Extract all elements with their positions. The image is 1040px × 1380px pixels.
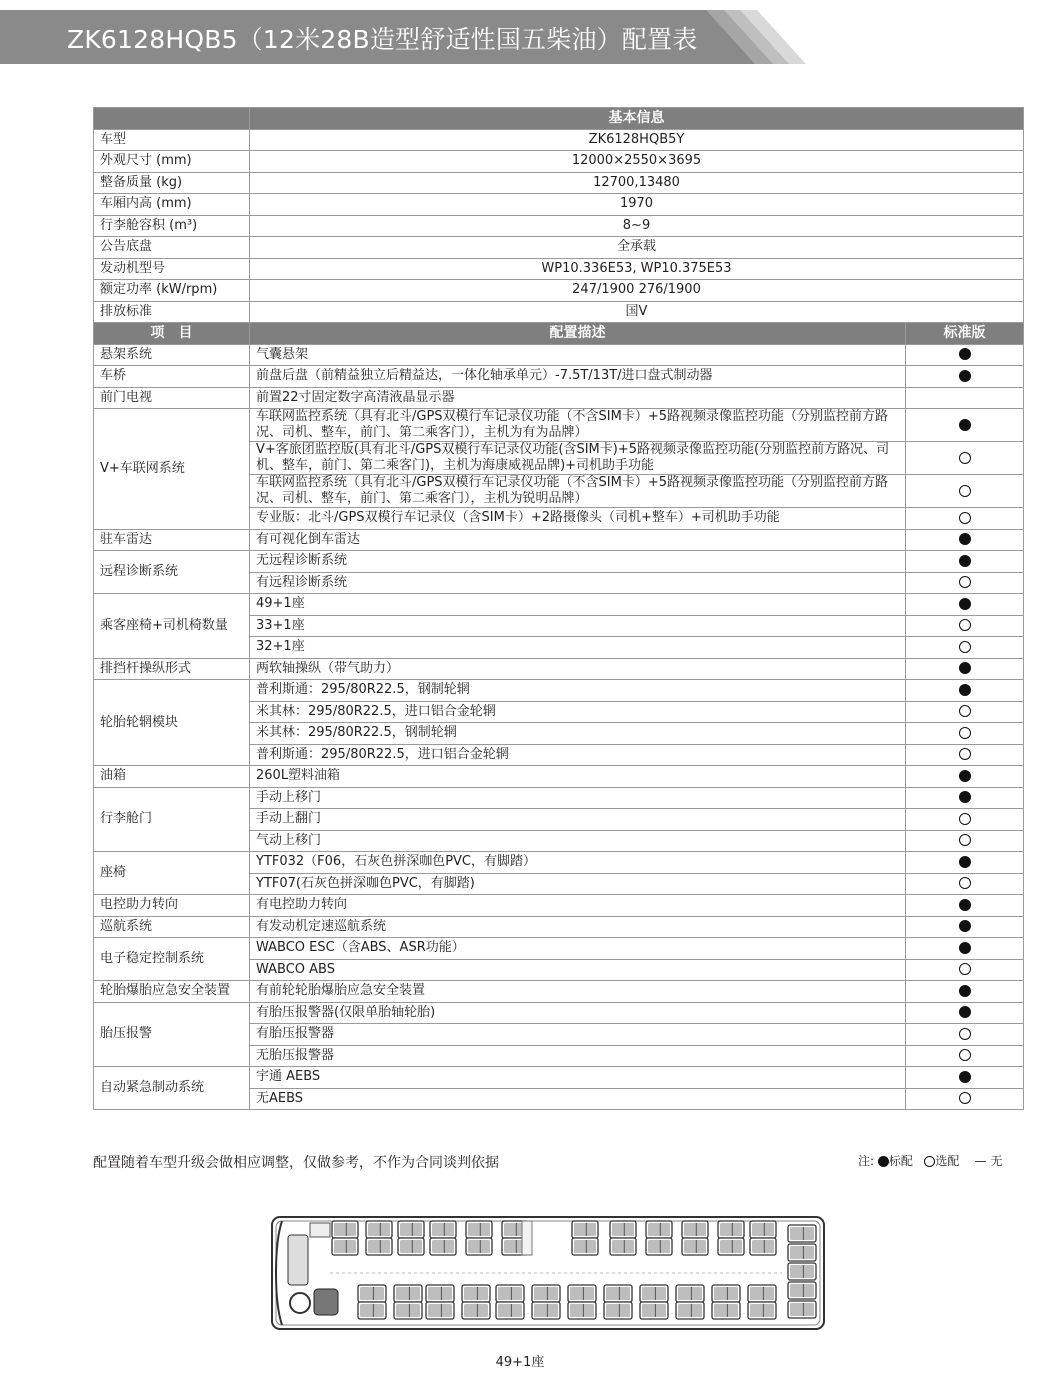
- optional-circle-icon: [959, 512, 971, 524]
- passenger-seat-cushion: [720, 1240, 742, 1253]
- config-item-label: 行李舱门: [94, 787, 250, 852]
- basic-info-row: [94, 301, 1024, 323]
- standard-dot-icon: [959, 533, 971, 545]
- basic-info-header-row: [94, 108, 1024, 130]
- passenger-seat-cushion: [720, 1223, 742, 1236]
- config-row: [94, 981, 1024, 1003]
- page-title: ZK6128HQB5（12米28B造型舒适性国五柴油）配置表: [67, 25, 698, 54]
- standard-dot-icon: [959, 598, 971, 610]
- passenger-seat-cushion: [648, 1240, 670, 1253]
- basic-info-row: [94, 172, 1024, 194]
- basic-info-title: 基本信息: [250, 108, 1024, 130]
- config-option-desc: 手动上翻门: [250, 809, 906, 831]
- config-item-label: 驻车雷达: [94, 529, 250, 551]
- config-option-desc: 两软轴操纵（带气助力）: [250, 658, 906, 680]
- config-mark-cell: [906, 787, 1024, 809]
- config-item-label: 巡航系统: [94, 916, 250, 938]
- config-option-desc: 普利斯通：295/80R22.5，钢制轮辋: [250, 680, 906, 702]
- steering-wheel-icon: [290, 1293, 310, 1313]
- optional-circle-icon: [959, 877, 971, 889]
- config-mark-cell: [906, 615, 1024, 637]
- config-mark-cell: [906, 701, 1024, 723]
- passenger-seat-cushion: [642, 1287, 666, 1300]
- basic-info-row: [94, 129, 1024, 151]
- config-mark-cell: [906, 442, 1024, 475]
- basic-info-row: [94, 215, 1024, 237]
- config-option-desc: YTF07(石灰色拼深咖色PVC，有脚踏): [250, 873, 906, 895]
- config-row: [94, 852, 1024, 874]
- passenger-seat-cushion: [498, 1287, 522, 1300]
- passenger-seat-cushion: [534, 1304, 558, 1317]
- passenger-seat-cushion: [612, 1240, 634, 1253]
- config-mark-cell: [906, 658, 1024, 680]
- config-row: [94, 895, 1024, 917]
- config-mark-cell: [906, 680, 1024, 702]
- passenger-seat-cushion: [684, 1240, 706, 1253]
- optional-circle-icon: [959, 1049, 971, 1061]
- config-mark-cell: [906, 344, 1024, 366]
- config-mark-cell: [906, 594, 1024, 616]
- config-mark-cell: [906, 387, 1024, 409]
- passenger-seat-cushion: [334, 1223, 356, 1236]
- config-table: [93, 107, 1024, 1110]
- passenger-seat-cushion: [428, 1287, 452, 1300]
- standard-dot-icon: [959, 942, 971, 954]
- config-option-desc: 前置22寸固定数字高清液晶显示器: [250, 387, 906, 409]
- config-item-label: 前门电视: [94, 387, 250, 409]
- config-item-label: 座椅: [94, 852, 250, 895]
- config-option-desc: 有发动机定速巡航系统: [250, 916, 906, 938]
- config-item-label: 胎压报警: [94, 1002, 250, 1067]
- optional-circle-icon: [959, 485, 971, 497]
- passenger-seat-cushion: [534, 1287, 558, 1300]
- config-row: [94, 1002, 1024, 1024]
- config-option-desc: 车联网监控系统（具有北斗/GPS双模行车记录仪功能（不含SIM卡）+5路视频录像监控功能（分别监控前方路况、司机、整车，前门、第二乘客门），主机为锐明品牌）: [250, 475, 906, 508]
- passenger-seat-cushion: [428, 1304, 452, 1317]
- config-item-label: 悬架系统: [94, 344, 250, 366]
- config-option-desc: 米其林：295/80R22.5，钢制轮辋: [250, 723, 906, 745]
- standard-dot-icon: [959, 370, 971, 382]
- passenger-seat-cushion: [684, 1223, 706, 1236]
- passenger-seat-cushion: [464, 1287, 488, 1300]
- passenger-seat-cushion: [678, 1304, 702, 1317]
- basic-info-value: 8~9: [250, 215, 1024, 237]
- passenger-seat-cushion: [790, 1284, 814, 1297]
- passenger-seat-cushion: [714, 1304, 738, 1317]
- basic-info-label: 额定功率 (kW/rpm): [94, 280, 250, 302]
- config-option-desc: YTF032（F06，石灰色拼深咖色PVC，有脚踏）: [250, 852, 906, 874]
- config-option-desc: 有远程诊断系统: [250, 572, 906, 594]
- passenger-seat-cushion: [790, 1246, 814, 1259]
- config-mark-cell: [906, 809, 1024, 831]
- config-option-desc: 气动上移门: [250, 830, 906, 852]
- basic-info-row: [94, 258, 1024, 280]
- config-mark-cell: [906, 895, 1024, 917]
- passenger-seat-cushion: [432, 1223, 454, 1236]
- basic-info-row: [94, 280, 1024, 302]
- disclaimer-note: 配置随着车型升级会做相应调整，仅做参考，不作为合同谈判依据: [93, 1155, 499, 1171]
- config-mark-cell: [906, 830, 1024, 852]
- config-row: [94, 766, 1024, 788]
- passenger-seat-cushion: [432, 1240, 454, 1253]
- passenger-seat-cushion: [790, 1265, 814, 1278]
- config-mark-cell: [906, 938, 1024, 960]
- passenger-seat-cushion: [574, 1240, 596, 1253]
- config-mark-cell: [906, 508, 1024, 530]
- config-row: [94, 916, 1024, 938]
- basic-info-label: 公告底盘: [94, 237, 250, 259]
- standard-dot-icon: [959, 662, 971, 674]
- config-row: [94, 409, 1024, 442]
- legend: [858, 1152, 1002, 1169]
- front-door: [310, 1223, 330, 1237]
- config-option-desc: 手动上移门: [250, 787, 906, 809]
- config-row: [94, 658, 1024, 680]
- basic-info-value: 247/1900 276/1900: [250, 280, 1024, 302]
- config-mark-cell: [906, 572, 1024, 594]
- config-option-desc: WABCO ABS: [250, 959, 906, 981]
- config-option-desc: 有电控助力转向: [250, 895, 906, 917]
- config-item-label: 轮胎轮辋模块: [94, 680, 250, 766]
- passenger-seat-cushion: [714, 1287, 738, 1300]
- basic-info-label: 行李舱容积 (m³): [94, 215, 250, 237]
- config-mark-cell: [906, 723, 1024, 745]
- passenger-seat-cushion: [642, 1304, 666, 1317]
- config-row: [94, 787, 1024, 809]
- config-option-desc: 49+1座: [250, 594, 906, 616]
- config-option-desc: 32+1座: [250, 637, 906, 659]
- basic-info-value: ZK6128HQB5Y: [250, 129, 1024, 151]
- passenger-seat-cushion: [612, 1223, 634, 1236]
- config-option-desc: 260L塑料油箱: [250, 766, 906, 788]
- standard-dot-icon: [959, 684, 971, 696]
- basic-info-value: 国V: [250, 301, 1024, 323]
- passenger-seat-cushion: [400, 1223, 422, 1236]
- passenger-seat-cushion: [498, 1304, 522, 1317]
- config-option-desc: 有前轮轮胎爆胎应急安全装置: [250, 981, 906, 1003]
- config-item-label: 电子稳定控制系统: [94, 938, 250, 981]
- config-option-desc: 有胎压报警器: [250, 1024, 906, 1046]
- config-mark-cell: [906, 852, 1024, 874]
- config-item-label: V+车联网系统: [94, 409, 250, 530]
- config-option-desc: 无AEBS: [250, 1088, 906, 1110]
- config-option-desc: 无胎压报警器: [250, 1045, 906, 1067]
- standard-dot-icon: [959, 899, 971, 911]
- config-mark-cell: [906, 1002, 1024, 1024]
- config-row: [94, 529, 1024, 551]
- config-item-label: 排挡杆操纵形式: [94, 658, 250, 680]
- passenger-seat-cushion: [368, 1223, 390, 1236]
- config-item-label: 自动紧急制动系统: [94, 1067, 250, 1110]
- basic-info-value: 12000×2550×3695: [250, 151, 1024, 173]
- passenger-seat-cushion: [606, 1287, 630, 1300]
- optional-circle-icon: [959, 963, 971, 975]
- passenger-seat-cushion: [400, 1240, 422, 1253]
- passenger-seat-cushion: [790, 1227, 814, 1240]
- standard-dot-icon: [959, 856, 971, 868]
- optional-circle-icon: [959, 834, 971, 846]
- optional-circle-icon: [924, 1156, 935, 1167]
- config-option-desc: 有胎压报警器(仅限单胎轴轮胎): [250, 1002, 906, 1024]
- basic-info-label: 车厢内高 (mm): [94, 194, 250, 216]
- config-row: [94, 551, 1024, 573]
- config-item-label: 远程诊断系统: [94, 551, 250, 594]
- header-blank-cell: [94, 108, 250, 130]
- passenger-seat-cushion: [468, 1223, 490, 1236]
- config-mark-cell: [906, 981, 1024, 1003]
- config-mark-cell: [906, 637, 1024, 659]
- passenger-seat-cushion: [648, 1223, 670, 1236]
- passenger-seat-cushion: [396, 1287, 420, 1300]
- optional-circle-icon: [959, 727, 971, 739]
- config-row: [94, 366, 1024, 388]
- config-mark-cell: [906, 1088, 1024, 1110]
- optional-circle-icon: [959, 641, 971, 653]
- config-mark-cell: [906, 1024, 1024, 1046]
- standard-dot-icon: [959, 1006, 971, 1018]
- basic-info-row: [94, 237, 1024, 259]
- config-row: [94, 938, 1024, 960]
- legend-none: — 无: [974, 1154, 1003, 1168]
- standard-dot-icon: [959, 419, 971, 431]
- config-mark-cell: [906, 551, 1024, 573]
- seat-layout-caption: 49+1座: [495, 1355, 545, 1370]
- config-mark-cell: [906, 959, 1024, 981]
- passenger-seat-cushion: [606, 1304, 630, 1317]
- config-header-cell: 配置描述: [250, 323, 906, 345]
- passenger-seat-cushion: [570, 1287, 594, 1300]
- optional-circle-icon: [959, 1028, 971, 1040]
- passenger-seat-cushion: [750, 1304, 774, 1317]
- standard-dot-icon: [959, 1071, 971, 1083]
- basic-info-label: 外观尺寸 (mm): [94, 151, 250, 173]
- basic-info-value: 1970: [250, 194, 1024, 216]
- middle-door: [522, 1221, 532, 1255]
- standard-dot-icon: [959, 770, 971, 782]
- config-mark-cell: [906, 873, 1024, 895]
- config-option-desc: 米其林：295/80R22.5，进口铝合金轮辋: [250, 701, 906, 723]
- legend-standard: 标配: [888, 1154, 913, 1168]
- driver-seat: [314, 1289, 338, 1315]
- passenger-seat-cushion: [396, 1304, 420, 1317]
- standard-dot-icon: [959, 555, 971, 567]
- passenger-seat-cushion: [750, 1287, 774, 1300]
- config-mark-cell: [906, 766, 1024, 788]
- passenger-seat-cushion: [468, 1240, 490, 1253]
- config-option-desc: 宇通 AEBS: [250, 1067, 906, 1089]
- config-item-label: 油箱: [94, 766, 250, 788]
- config-item-label: 乘客座椅+司机椅数量: [94, 594, 250, 659]
- passenger-seat-cushion: [334, 1240, 356, 1253]
- basic-info-label: 整备质量 (kg): [94, 172, 250, 194]
- config-row: [94, 1067, 1024, 1089]
- title-banner: [0, 10, 806, 64]
- basic-info-value: 12700,13480: [250, 172, 1024, 194]
- standard-dot-icon: [959, 348, 971, 360]
- config-row: [94, 680, 1024, 702]
- passenger-seat-cushion: [752, 1223, 774, 1236]
- config-mark-cell: [906, 529, 1024, 551]
- optional-circle-icon: [959, 705, 971, 717]
- legend-optional: 选配: [935, 1154, 960, 1168]
- passenger-seat-cushion: [752, 1240, 774, 1253]
- config-option-desc: 车联网监控系统（具有北斗/GPS双模行车记录仪功能（不含SIM卡）+5路视频录像监控功能（分别监控前方路况、司机、整车，前门、第二乘客门），主机为有为品牌）: [250, 409, 906, 442]
- passenger-seat-cushion: [790, 1303, 814, 1316]
- config-option-desc: 33+1座: [250, 615, 906, 637]
- basic-info-row: [94, 194, 1024, 216]
- basic-info-value: WP10.336E53, WP10.375E53: [250, 258, 1024, 280]
- config-mark-cell: [906, 475, 1024, 508]
- dashboard: [288, 1235, 308, 1285]
- basic-info-value: 全承载: [250, 237, 1024, 259]
- passenger-seat-cushion: [360, 1287, 384, 1300]
- config-mark-cell: [906, 1067, 1024, 1089]
- passenger-seat-cushion: [464, 1304, 488, 1317]
- config-mark-cell: [906, 1045, 1024, 1067]
- optional-circle-icon: [959, 576, 971, 588]
- legend-prefix: 注:: [858, 1154, 875, 1168]
- config-mark-cell: [906, 744, 1024, 766]
- seat-layout-diagram: [270, 1215, 826, 1333]
- config-option-desc: 普利斯通：295/80R22.5，进口铝合金轮辋: [250, 744, 906, 766]
- optional-circle-icon: [959, 748, 971, 760]
- config-header-cell: 标准版: [906, 323, 1024, 345]
- basic-info-label: 车型: [94, 129, 250, 151]
- config-option-desc: 前盘后盘（前精益独立后精益达，一体化轴承单元）-7.5T/13T/进口盘式制动器: [250, 366, 906, 388]
- config-row: [94, 387, 1024, 409]
- config-item-label: 轮胎爆胎应急安全装置: [94, 981, 250, 1003]
- optional-circle-icon: [959, 813, 971, 825]
- optional-circle-icon: [959, 619, 971, 631]
- config-item-label: 电控助力转向: [94, 895, 250, 917]
- config-header-cell: 项 目: [94, 323, 250, 345]
- basic-info-row: [94, 151, 1024, 173]
- passenger-seat-cushion: [360, 1304, 384, 1317]
- config-mark-cell: [906, 409, 1024, 442]
- standard-dot-icon: [959, 791, 971, 803]
- passenger-seat-cushion: [570, 1304, 594, 1317]
- config-option-desc: 无远程诊断系统: [250, 551, 906, 573]
- optional-circle-icon: [959, 1092, 971, 1104]
- passenger-seat-cushion: [574, 1223, 596, 1236]
- config-mark-cell: [906, 366, 1024, 388]
- config-row: [94, 594, 1024, 616]
- config-option-desc: WABCO ESC（含ABS、ASR功能）: [250, 938, 906, 960]
- config-item-label: 车桥: [94, 366, 250, 388]
- passenger-seat-cushion: [678, 1287, 702, 1300]
- basic-info-label: 发动机型号: [94, 258, 250, 280]
- standard-dot-icon: [959, 920, 971, 932]
- standard-dot-icon: [878, 1156, 889, 1167]
- config-option-desc: 有可视化倒车雷达: [250, 529, 906, 551]
- config-option-desc: 气囊悬架: [250, 344, 906, 366]
- config-row: [94, 344, 1024, 366]
- config-header-row: [94, 323, 1024, 345]
- optional-circle-icon: [959, 452, 971, 464]
- config-option-desc: V+客旅团监控版(具有北斗/GPS双模行车记录仪功能(含SIM卡)+5路视频录像监控功能(分别监控前方路况、司机、整车，前门、第二乘客门)，主机为海康威视品牌)+司机助手功能: [250, 442, 906, 475]
- config-option-desc: 专业版：北斗/GPS双模行车记录仪（含SIM卡）+2路摄像头（司机+整车）+司机助手功能: [250, 508, 906, 530]
- standard-dot-icon: [959, 985, 971, 997]
- passenger-seat-cushion: [368, 1240, 390, 1253]
- config-mark-cell: [906, 916, 1024, 938]
- basic-info-label: 排放标准: [94, 301, 250, 323]
